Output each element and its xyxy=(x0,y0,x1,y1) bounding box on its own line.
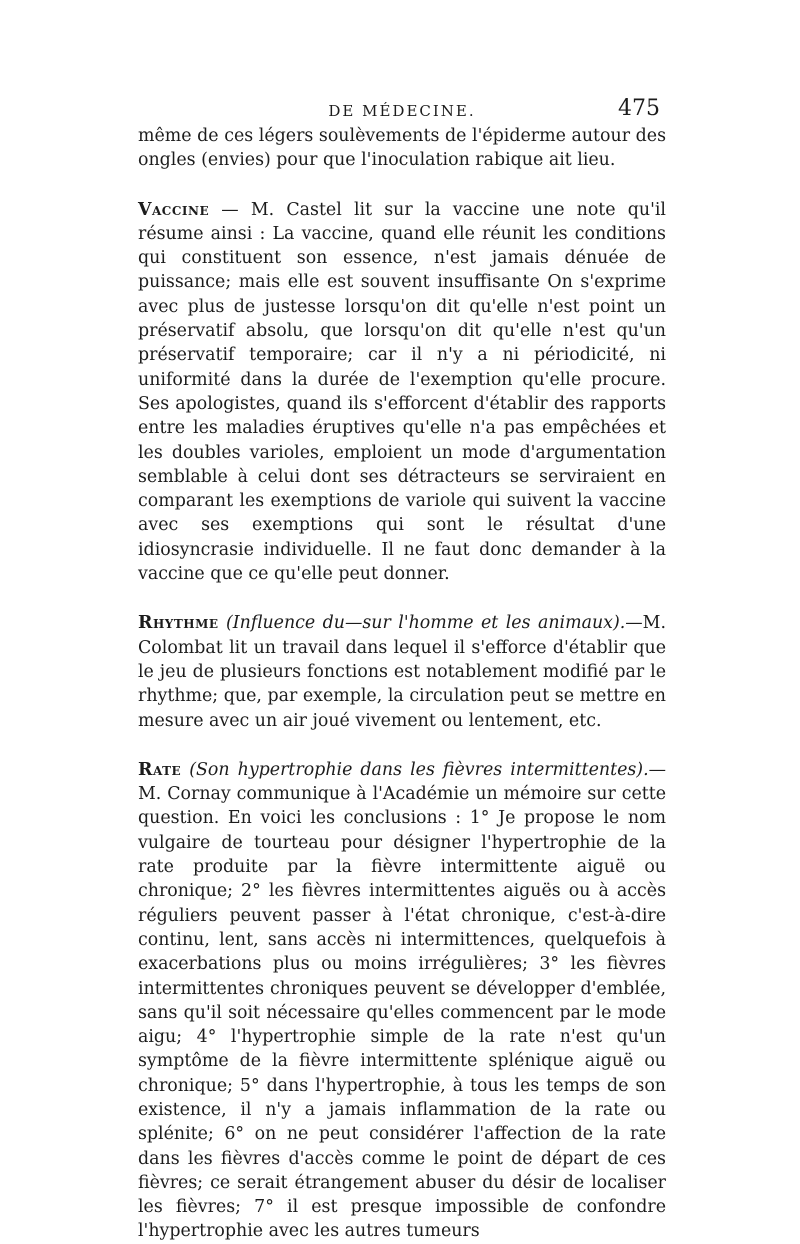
section-paragraph xyxy=(138,758,666,1244)
section-vaccine xyxy=(138,198,666,587)
section-subtitle: (Son hypertrophie dans les fièvres intermittentes). xyxy=(189,759,649,780)
continued-paragraph: même de ces légers soulèvements de l'épiderme autour des ongles (envies) pour que l'inoculation rabique ait lieu. xyxy=(138,126,666,171)
section-subtitle: (Influence du—sur l'homme et les animaux). xyxy=(226,613,626,634)
section-heading: Vaccine xyxy=(138,199,210,220)
running-head xyxy=(138,98,666,130)
section-body: — M. Castel lit sur la vaccine une note qu'il résume ainsi : La vaccine, quand elle réunit les conditions qui constituent son essence, n'est jamais dénuée de puissance; mais elle est souvent insuffisante On s'exprime avec plus de justesse lorsqu'on dit qu'elle n'est point un préservatif absolu, que lorsqu'on dit qu'elle n'est qu'un préservatif temporaire; car il n'y a ni périodicité, ni uniformité dans la durée de l'exemption qu'elle procure. Ses apologistes, quand ils s'efforcent d'établir des rapports entre les maladies éruptives qu'elle n'a pas empêchées et les doubles varioles, emploient un mode d'argumentation semblable à celui dont ses détracteurs se serviraient en comparant les exemptions de variole qui suivent la vaccine avec ses exemptions qui sont le résultat d'une idiosyncrasie individuelle. Il ne faut donc demander à la vaccine que ce qu'elle peut donner. xyxy=(138,199,666,585)
page-number: 475 xyxy=(618,96,660,121)
section-body: —M. Cornay communique à l'Académie un mémoire sur cette question. En voici les conclusions : 1° Je propose le nom vulgaire de tourteau pour désigner l'hypertrophie de la rate produite par la fièvre intermittente aiguë ou chronique; 2° les fièvres intermittentes aiguës ou à accès réguliers peuvent passer à l'état chronique, c'est-à-dire continu, lent, sans accès ni intermittences, quelquefois à exacerbations plus ou moins irrégulières; 3° les fièvres intermittentes chroniques peuvent se développer d'emblée, sans qu'il soit nécessaire qu'elles commencent par le mode aigu; 4° l'hypertrophie simple de la rate n'est qu'un symptôme de la fièvre intermittente splénique aiguë ou chronique; 5° dans l'hypertrophie, à tous les temps de son existence, il n'y a jamais inflammation de la rate ou splénite; 6° on ne peut considérer l'affection de la rate dans les fièvres d'accès comme le point de départ de ces fièvres; ce serait étrangement abuser du désir de localiser les fièvres; 7° il est presque impossible de confondre l'hypertrophie avec les autres tumeurs xyxy=(138,759,666,1242)
section-paragraph xyxy=(138,611,666,732)
section-body: —M. Colombat lit un travail dans lequel il s'efforce d'établir que le jeu de plusieurs fonctions est notablement modifié par le rhythme; que, par exemple, la circulation peut se mettre en mesure avec un air joué vivement ou lentement, etc. xyxy=(138,613,666,731)
book-page xyxy=(138,98,666,1244)
section-rate xyxy=(138,758,666,1244)
section-heading: Rhythme xyxy=(138,613,219,634)
running-title: DE MÉDECINE. xyxy=(328,102,476,120)
section-heading: Rate xyxy=(138,759,182,780)
section-rhythme xyxy=(138,611,666,732)
section-paragraph xyxy=(138,198,666,587)
